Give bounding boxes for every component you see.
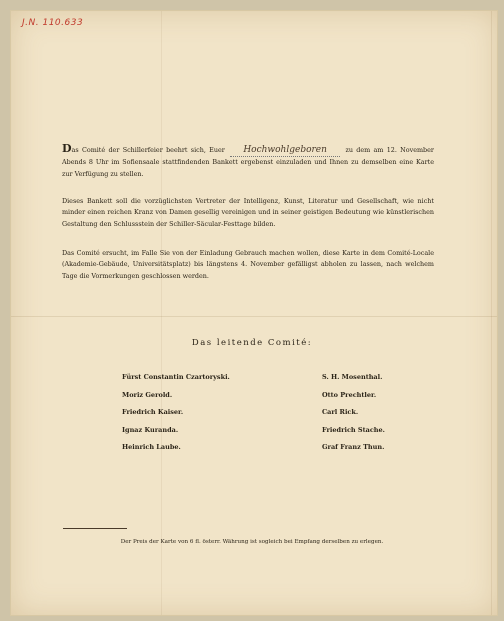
committee-member: Heinrich Laube. bbox=[122, 443, 181, 451]
fold-line-vertical-edge bbox=[491, 11, 492, 615]
committee-member: Friedrich Kaiser. bbox=[122, 408, 184, 416]
committee-member: S. H. Mosenthal. bbox=[322, 373, 383, 381]
inventory-number: J.N. 110.633 bbox=[22, 18, 84, 28]
committee-heading: Das leitende Comité: bbox=[191, 338, 313, 348]
invitation-paragraph bbox=[62, 143, 434, 180]
drop-cap: D bbox=[62, 142, 72, 155]
fold-line-vertical bbox=[161, 11, 162, 615]
pickup-paragraph: Das Comité ersucht, im Falle Sie von der Einladung Gebrauch machen wollen, diese Karte in dem Comité-Locale (Akademie-Gebäude, Universitätsplatz) bis längstens 4. November gefälligst abholen zu lassen, nach welchem Tage die Vormerkungen geschlossen werden. bbox=[62, 249, 434, 280]
handwritten-addressee: Hochwohlgeboren bbox=[230, 145, 340, 157]
committee-member: Ignaz Kuranda. bbox=[122, 425, 179, 434]
committee-list-right bbox=[322, 369, 385, 457]
committee-list-left bbox=[122, 369, 230, 457]
paragraph-text-after: zu dem am 12. November Abends 8 Uhr im Sofiensaale stattfindenden Bankett ergebenst einzuladen und Ihnen zu demselben eine Karte zur Verfügung zu stellen. bbox=[62, 146, 434, 178]
fold-line-horizontal bbox=[11, 316, 497, 317]
committee-member: Otto Prechtler. bbox=[322, 390, 377, 399]
banquet-paragraph: Dieses Bankett soll die vorzüglichsten Vertreter der Intelligenz, Kunst, Literatur und Gesellschaft, wie nicht minder einen reichen Kranz von Damen gesellig vereinigen und in seiner geistigen Bedeutung wie künstlerischen Gestaltung den Schlussstein der Schiller-Säcular-Festtage bilden. bbox=[62, 197, 434, 228]
committee-member: Graf Franz Thun. bbox=[322, 443, 385, 451]
footnote-rule bbox=[63, 528, 127, 529]
paragraph-text-before: as Comité der Schillerfeier beehrt sich, Euer bbox=[71, 146, 225, 154]
footnote: Der Preis der Karte von 6 fl. österr. Währung ist sogleich bei Empfang derselben zu erlegen. bbox=[120, 539, 384, 545]
committee-member: Fürst Constantin Czartoryski. bbox=[122, 373, 230, 381]
committee-member: Friedrich Stache. bbox=[322, 425, 385, 434]
committee-member: Carl Rick. bbox=[322, 408, 359, 416]
committee-member: Moriz Gerold. bbox=[122, 390, 173, 399]
document-page bbox=[10, 10, 498, 616]
